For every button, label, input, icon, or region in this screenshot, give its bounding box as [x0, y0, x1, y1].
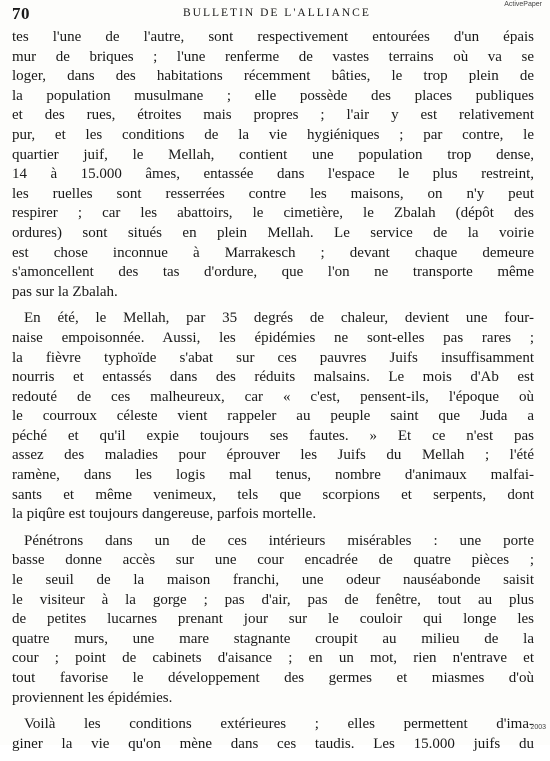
text-line: le seuil de la maison franchi, une odeur nauséabonde saisit: [12, 572, 534, 589]
text-line: redouté de ces malheureux, car « c'est, pensent-ils, l'époque où: [12, 388, 534, 405]
text-line: respirer ; car les abattoirs, le cimetière, le Zbalah (dépôt des: [12, 205, 534, 222]
text-line: ramène, dans les logis mal tenus, nombre d'animaux malfai-: [12, 467, 534, 484]
text-line: la population musulmane ; elle possède des places publiques: [12, 87, 534, 104]
text-line: le courroux céleste vient rappeler au peuple saint que Juda a: [12, 408, 534, 425]
page-number: 70: [12, 4, 30, 23]
text-line: assez des maladies pour éprouver les Juifs du Mellah ; l'été: [12, 447, 534, 464]
body-text: [12, 28, 534, 761]
text-line: est chose inconnue à Marrakesch ; devant chaque demeure: [12, 244, 534, 261]
text-line: quartier juif, le Mellah, contient une population trop dense,: [12, 146, 534, 163]
text-line: Voilà les conditions extérieures ; elles permettent d'ima-: [24, 716, 534, 733]
text-line: le visiteur à la gorge ; pas d'air, pas de fenêtre, tout au plus: [12, 591, 534, 608]
text-line: loger, dans des habitations récemment bâties, le trop plein de: [12, 68, 534, 85]
text-line: mur de briques ; l'une renferme de vastes terrains où va se: [12, 48, 534, 65]
running-head: BULLETIN DE L'ALLIANCE: [183, 7, 371, 19]
text-line: tout favorise le développement des germes et miasmes d'où: [12, 670, 534, 686]
text-line: de petites lucarnes prenant jour sur le couloir qui longe les: [12, 611, 534, 628]
paragraph: [12, 309, 534, 525]
page-header: [0, 4, 550, 26]
text-line: et des rues, étroites mais propres ; l'air y est relativement: [12, 107, 534, 124]
text-line: 14 à 15.000 âmes, entassée dans l'espace le plus restreint,: [12, 166, 534, 183]
text-line: pur, et les conditions de la vie hygiéniques ; par contre, le: [12, 126, 534, 143]
text-line: naise empoisonnée. Aussi, les épidémies ne sont-elles pas rares ;: [12, 329, 534, 346]
paragraph: [12, 532, 534, 708]
text-line: basse donne accès sur une cour encadrée de quatre pièces ;: [12, 552, 534, 569]
text-line: Pénétrons dans un de ces intérieurs misérables : une porte: [24, 532, 534, 549]
text-line: En été, le Mellah, par 35 degrés de chaleur, devient une four-: [24, 310, 534, 327]
text-line: quatre murs, une mare stagnante croupit au milieu de la: [12, 630, 534, 647]
paragraph: [12, 28, 534, 302]
text-line: pas sur la Zbalah.: [12, 283, 118, 300]
text-line: la fièvre typhoïde s'abat sur ces pauvres Juifs insuffisamment: [12, 349, 534, 366]
text-line: proviennent les épidémies.: [12, 689, 173, 706]
text-line: nourris et entassés dans des réduits malsains. Le mois d'Ab est: [12, 369, 534, 386]
text-line: giner la vie qu'on mène dans ces taudis. Les 15.000 juifs du: [12, 735, 534, 752]
text-line: s'amoncellent des tas d'ordure, que l'on ne transporte même: [12, 264, 534, 281]
text-line: sants et même venimeux, tels que scorpions et serpents, dont: [12, 486, 534, 503]
watermark-label: ActivePaper: [504, 1, 542, 8]
text-line: cour ; point de cabinets d'aisance ; en un mot, rien n'entrave et: [12, 650, 534, 667]
text-line: la piqûre est toujours dangereuse, parfois mortelle.: [12, 506, 317, 523]
text-line: les ruelles sont resserrées contre les maisons, on n'y peut: [12, 185, 534, 202]
paragraph: [12, 715, 534, 754]
text-line: péché et qu'il expie toujours ses fautes. » Et ce n'est pas: [12, 427, 534, 444]
text-line: tes l'une de l'autre, sont respectivement entourées d'un épais: [12, 29, 534, 45]
text-line: ordures) sont situés en plein Mellah. Le service de la voirie: [12, 224, 534, 241]
watermark-year: 2003: [530, 724, 546, 731]
